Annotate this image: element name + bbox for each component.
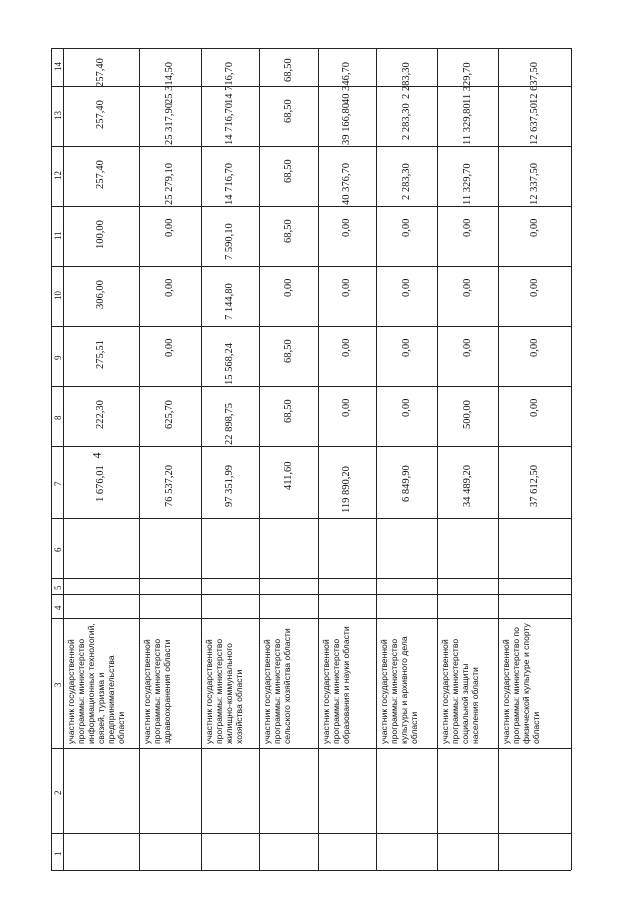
row-rule bbox=[318, 48, 319, 870]
column-rule bbox=[51, 518, 571, 519]
value-col-9: 275,51 bbox=[95, 339, 106, 369]
value-col-13: 14 716,70 bbox=[224, 103, 235, 146]
value-col-9: 0,00 bbox=[461, 339, 473, 358]
value-col-14: 25 314,50 bbox=[164, 62, 175, 105]
column-number: 9 bbox=[53, 355, 63, 360]
column-number: 4 bbox=[53, 605, 63, 610]
value-col-11: 7 590,10 bbox=[224, 223, 235, 260]
value-col-8: 0,00 bbox=[341, 399, 352, 418]
value-col-11: 0,00 bbox=[528, 219, 540, 238]
value-col-12: 12 337,50 bbox=[528, 163, 540, 206]
value-col-13: 11 329,80 bbox=[461, 103, 473, 146]
value-col-9: 15 568,24 bbox=[224, 343, 235, 386]
column-number: 7 bbox=[53, 481, 63, 486]
value-col-12: 40 376,70 bbox=[341, 163, 352, 206]
participant-text: участник государственной программы: министерство социальной защиты населения области bbox=[440, 638, 480, 744]
row-rule bbox=[63, 48, 64, 870]
participant-text: участник государственной программы: министерство жилищно-коммунального хозяйства области bbox=[204, 638, 244, 744]
value-col-7: 97 351,99 bbox=[224, 465, 235, 508]
value-col-11: 0,00 bbox=[400, 219, 412, 238]
column-rule bbox=[51, 446, 571, 447]
value-col-9: 68,50 bbox=[282, 339, 294, 363]
column-number: 2 bbox=[53, 790, 63, 795]
page-number: 4 bbox=[89, 452, 104, 459]
value-col-7: 76 537,20 bbox=[164, 465, 175, 508]
value-col-12: 25 279,10 bbox=[164, 163, 175, 206]
participant-text: участник государственной программы: министерство образования и науки области bbox=[321, 626, 351, 744]
value-col-13: 12 637,50 bbox=[528, 103, 540, 146]
value-col-13: 68,50 bbox=[282, 99, 294, 123]
value-col-14: 40 346,70 bbox=[341, 62, 352, 105]
column-number: 13 bbox=[53, 111, 63, 120]
participant-text: участник государственной программы: министерство информационных технологий, связей, туризма и предпринимательства области bbox=[66, 623, 126, 744]
value-col-14: 2 283,30 bbox=[400, 61, 412, 99]
column-rule bbox=[51, 146, 571, 147]
value-col-9: 0,00 bbox=[164, 339, 175, 358]
column-rule bbox=[51, 326, 571, 327]
value-col-14: 14 716,70 bbox=[224, 62, 235, 105]
column-rule bbox=[51, 386, 571, 387]
value-col-11: 0,00 bbox=[164, 219, 175, 238]
value-col-12: 14 716,70 bbox=[224, 163, 235, 206]
column-rule bbox=[51, 748, 571, 749]
value-col-10: 0,00 bbox=[164, 279, 175, 298]
column-rule bbox=[51, 206, 571, 207]
value-col-8: 0,00 bbox=[400, 399, 412, 418]
column-number: 1 bbox=[53, 851, 63, 856]
value-col-13: 257,40 bbox=[95, 99, 106, 129]
value-col-7: 1 676,01 bbox=[95, 464, 106, 502]
participant-text: участник государственной программы: министерство по физической культуре и спорту области bbox=[501, 623, 541, 744]
column-rule bbox=[51, 833, 571, 834]
row-rule bbox=[437, 48, 438, 870]
value-col-14: 11 329,70 bbox=[461, 62, 473, 105]
value-col-7: 34 489,20 bbox=[461, 465, 473, 508]
value-col-14: 257,40 bbox=[95, 58, 106, 88]
column-rule bbox=[51, 48, 571, 49]
column-number: 14 bbox=[53, 62, 63, 71]
value-col-13: 25 317,90 bbox=[164, 103, 175, 146]
row-rule bbox=[51, 48, 52, 870]
column-rule bbox=[51, 266, 571, 267]
value-col-10: 0,00 bbox=[282, 279, 294, 298]
value-col-7: 6 849,90 bbox=[400, 464, 412, 502]
value-col-13: 39 166,80 bbox=[341, 103, 352, 146]
column-number: 3 bbox=[53, 682, 63, 687]
value-col-10: 0,00 bbox=[341, 279, 352, 298]
column-rule bbox=[51, 870, 571, 871]
row-rule bbox=[498, 48, 499, 870]
participant-text: участник государственной программы: министерство культуры и архивного дела области bbox=[379, 636, 419, 744]
value-col-9: 0,00 bbox=[341, 339, 352, 358]
row-rule bbox=[139, 48, 140, 870]
participant-text: участник государственной программы: министерство здравоохранения области bbox=[142, 638, 172, 744]
value-col-8: 22 898,75 bbox=[224, 403, 235, 446]
value-col-13: 2 283,30 bbox=[400, 103, 412, 140]
column-number: 8 bbox=[53, 415, 63, 420]
row-rule bbox=[376, 48, 377, 870]
value-col-12: 257,40 bbox=[95, 159, 106, 189]
value-col-9: 0,00 bbox=[528, 339, 540, 358]
value-col-11: 68,50 bbox=[282, 219, 294, 243]
value-col-8: 500,00 bbox=[461, 399, 473, 429]
participant-text: участник государственной программы: министерство сельского хозяйства области bbox=[262, 628, 292, 744]
value-col-12: 68,50 bbox=[282, 159, 294, 183]
column-number: 5 bbox=[53, 585, 63, 590]
value-col-7: 411,60 bbox=[282, 461, 294, 491]
value-col-12: 2 283,30 bbox=[400, 163, 412, 200]
column-rule bbox=[51, 86, 571, 87]
value-col-10: 7 144,80 bbox=[224, 283, 235, 320]
column-number: 12 bbox=[53, 171, 63, 180]
column-rule bbox=[51, 618, 571, 619]
value-col-10: 0,00 bbox=[528, 279, 540, 298]
value-col-10: 306,00 bbox=[95, 279, 106, 309]
row-rule bbox=[571, 48, 572, 870]
column-number: 11 bbox=[53, 231, 63, 240]
value-col-8: 625,70 bbox=[164, 399, 175, 429]
value-col-14: 68,50 bbox=[282, 58, 294, 82]
column-rule bbox=[51, 578, 571, 579]
value-col-9: 0,00 bbox=[400, 339, 412, 358]
value-col-12: 11 329,70 bbox=[461, 163, 473, 206]
value-col-10: 0,00 bbox=[461, 279, 473, 298]
rotated-budget-table bbox=[51, 48, 571, 870]
column-number: 10 bbox=[53, 291, 63, 300]
column-number: 6 bbox=[53, 547, 63, 552]
value-col-10: 0,00 bbox=[400, 279, 412, 298]
value-col-8: 68,50 bbox=[282, 399, 294, 423]
row-rule bbox=[259, 48, 260, 870]
value-col-7: 119 890,20 bbox=[341, 465, 352, 513]
row-rule bbox=[201, 48, 202, 870]
value-col-7: 37 612,50 bbox=[528, 465, 540, 508]
value-col-14: 12 637,50 bbox=[528, 62, 540, 105]
column-rule bbox=[51, 594, 571, 595]
value-col-8: 0,00 bbox=[528, 399, 540, 418]
value-col-11: 100,00 bbox=[95, 219, 106, 249]
value-col-11: 0,00 bbox=[341, 219, 352, 238]
value-col-11: 0,00 bbox=[461, 219, 473, 238]
value-col-8: 222,30 bbox=[95, 399, 106, 429]
